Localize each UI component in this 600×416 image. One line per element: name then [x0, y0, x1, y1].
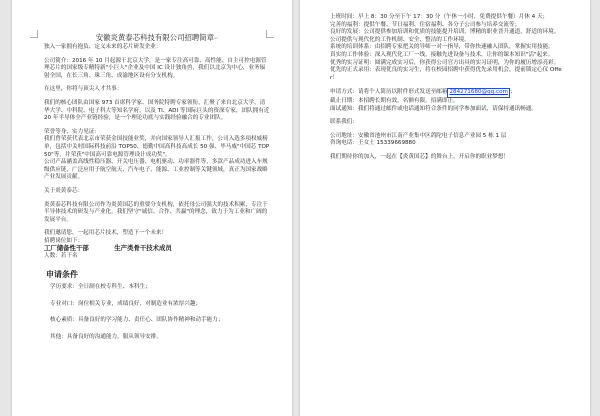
- paragraph: 上班时间：早上 8：30 分至下午 17：30 分（午休一小时，免费提供午餐）月休 4 天；: [330, 14, 549, 20]
- email-link[interactable]: 284271680@qq.com: [447, 88, 509, 98]
- email-suffix: ；: [509, 89, 516, 96]
- page-body[interactable]: [44, 34, 270, 351]
- requirements-heading: 申请条件: [46, 269, 78, 279]
- margin-corner-mark: [30, 30, 38, 38]
- page-body[interactable]: [330, 14, 564, 162]
- paragraph: 在这里，你将与顶尖人才共事：: [44, 86, 123, 93]
- requirement-item: 其他：具备良好的沟通能力，服从领导安排。: [50, 334, 162, 341]
- paragraph: 我们期待你的加入，一起在【炎黄国芯】的舞台上，开启你的职业梦想！: [330, 153, 510, 160]
- document-page-right[interactable]: [300, 0, 590, 416]
- paragraph: 系统的培训体系：由招聘专家把关的导师一对一指导，带你快速融入团队，掌握实用技能。: [330, 44, 554, 51]
- document-page-left[interactable]: [12, 0, 292, 416]
- paragraph: 我们邀请您，一起用芯片技术，塑造下一个未来！: [44, 230, 168, 237]
- paragraph-list: [44, 44, 270, 261]
- requirement-item: 学历要求：全日制在校专科生、本科生；: [50, 284, 151, 291]
- paragraph: 招聘岗位如下：: [44, 237, 84, 244]
- document-title-text: 安徽炎黄泰芯科技有限公司招聘简章: [95, 33, 215, 42]
- paragraph: 我们的核心团队由国家 973 首席科学家、国务院特聘专家领衔，汇聚了来自北京大学、清华大学、中科院、电子科大等知名学府，以及 TI、ADI 等国际巨头的资深专家，团队拥有近 20 年半导体全产业链经验，是一个理论功底与实践经验融合的专业团队。: [44, 99, 270, 122]
- paragraph: 公司地址：安徽省池州市江南产业集中区鸽陀电子信息产业园 5 栋 1 层: [330, 132, 507, 139]
- requirements-list: [44, 284, 270, 341]
- paragraph: 我们曾荣获代表北京市荣获金国技能业奖，并向国家领导人汇报工作，公司入选多项权威榜单，包括中关村国际科技前沿 TOP50、德勤中国高科技高成长 50 强、毕马威"中国芯 TOP50"等，并荣获"中国高可靠电源管理设计成功奖"。: [44, 136, 270, 158]
- paragraph: 截止日期：本招聘长期有效，名额有限，招满即止。: [330, 97, 459, 104]
- document-title: 安徽炎黄泰芯科技有限公司招聘简章↵: [95, 33, 219, 42]
- application-method-text: 申请方式：请将个人简历以附件形式发送至邮箱: [330, 89, 448, 96]
- paragraph: 联系我们：: [330, 119, 358, 126]
- requirement-item: 核心素质：具备良好的学习能力、责任心、团队协作精神和动手能力；: [50, 317, 224, 324]
- paragraph: 咨询电话：王女士 15339669880: [330, 140, 416, 147]
- paragraph: 真实的工作体验：深入现代化工厂一线，接触先进设备与技术，让你的课本知识"活"起来。: [330, 51, 554, 58]
- paragraph: 独入一家拥有抱负、定义未来的芯片研发企业：: [44, 44, 162, 50]
- paragraph: [330, 88, 564, 98]
- paragraph: 公司简介：2016 年 10 月起源于北京大学，是一家专注高可靠、高性能、自主可控电源管理芯片的国家级专精特新"小巨人"企业及中国 IC 设计独角兽，我们以北京为中心，业务辐射全国，在长三角、珠三角、成渝地区设有分支机构。: [44, 57, 267, 79]
- paragraph: 关于炎黄泰芯：: [44, 187, 84, 194]
- requirement-item: 专业对口：岗位相关专业，成绩良好，对制造业有浓厚兴趣；: [50, 300, 202, 307]
- paragraph: 炎黄泰芯科技有限公司作为炎黄国芯的重要分支机构，依托母公司强大的技术积累，专注于半导体技术的研发与产业化，我们坚守"诚信、合作、共赢"的理念，致力于为工业和广阔的发展平台。: [44, 201, 268, 223]
- paragraph: 面试通知：我们将通过邮件或电话通知符合条件的同学参加面试，请保持通讯畅通。: [330, 105, 537, 112]
- paragraph: 良好的发展：公司提供参加培训和优质的技能提升培训，博精的职业晋升通道，舒适的环境。 公司提供与现代化的工作机制、安全、整洁的工作环境。: [330, 29, 563, 43]
- paragraph: 荣誉等身，实力见证：: [44, 128, 100, 135]
- paragraph: 优秀的实习证明：圆满完成实习后，你获得公司官方出具的实习证明，为你的履历增添亮彩。: [330, 59, 560, 66]
- paragraph: 人数：若干名: [44, 253, 78, 260]
- paragraph: 完善的福利：提供午餐、节日福利、住宿福利、各分子公司参与培养交流等；: [330, 21, 521, 28]
- paragraph: 公司产品涵盖高线性稳压器、开关电压器、电机驱动、功率器件等，多款产品成功进入车规级供应链，广泛应用于航空航天、汽车电子、能源、工业控制等关键领域，真正为国家战略产业发展贡献。: [44, 159, 268, 181]
- paragraph-list: [330, 14, 564, 162]
- paragraph: 优先的正式录用：表现优良的实习生，将在校园招聘中获得优先录用机会，提前锁定心仪 Offer！: [330, 67, 562, 81]
- paragraph: 工厂储备性干部 生产类骨干技术成员: [44, 244, 172, 253]
